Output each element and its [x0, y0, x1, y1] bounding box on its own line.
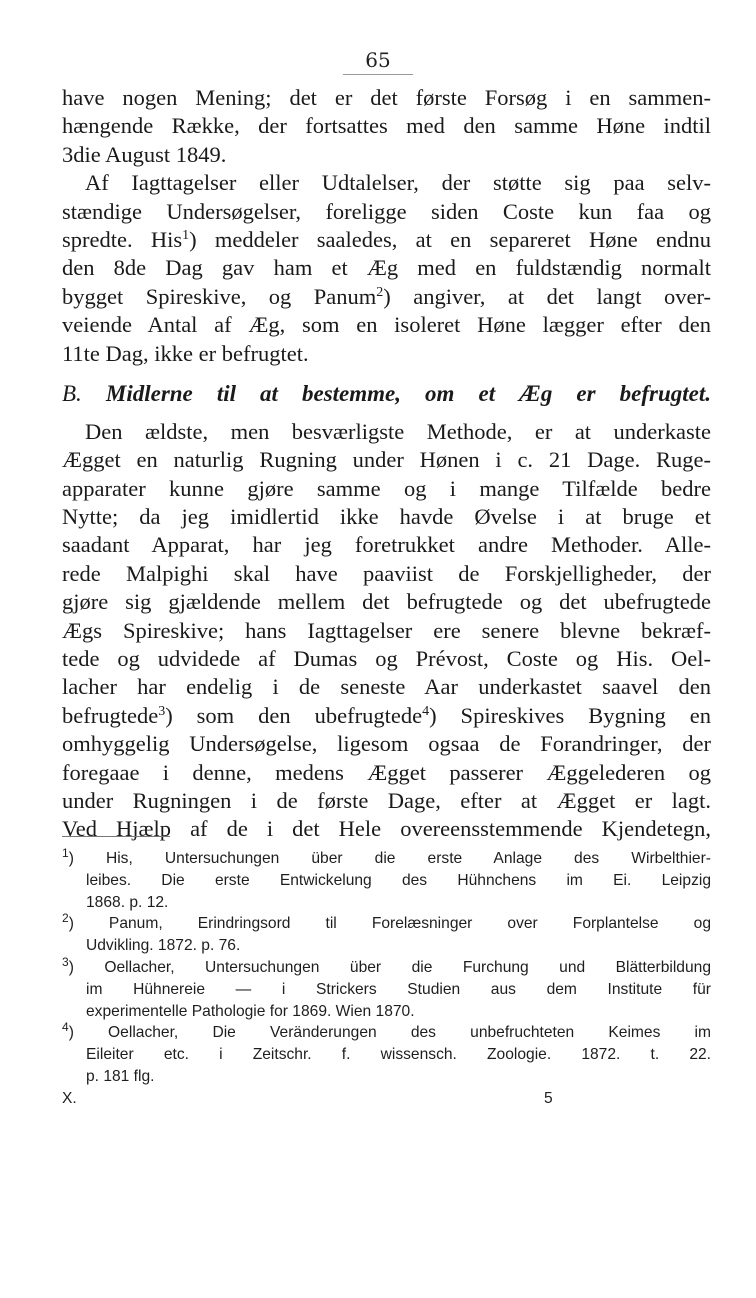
footnote-mark: 4 — [62, 1020, 69, 1035]
text-line: foregaae i denne, medens Ægget passerer Æggelederen og — [62, 759, 711, 785]
footnote-mark: 2 — [62, 911, 69, 926]
text-line: Ved Hjælp af de i det Hele overeensstemmende Kjendetegn, — [62, 816, 711, 842]
text-line: veiende Antal af Æg, som en isoleret Høne lægger efter den — [62, 312, 711, 338]
text-line: den 8de Dag gav ham et Æg med en fuldstændig normalt — [62, 255, 711, 281]
footnote-ref: 2 — [376, 284, 384, 300]
footnote-2: $^2$) Panum, Erindringsord til Forelæsninger over Forplantelse og Udvikling. 1872. p. 76. — [62, 911, 711, 955]
footnote-ref: 4 — [422, 703, 430, 719]
footnote-3: $^3$) Oellacher, Untersuchungen über die Furchung und Blätterbildung im Hühnereie — i Strickers Studien aus dem Institute für experimentelle Pathologie for 1869. Wien 1870. — [62, 954, 711, 1020]
text-line: Af Iagttagelser eller Udtalelser, der støtte sig paa selv- — [85, 170, 711, 196]
section-title: Midlerne til at bestemme, om et Æg er befrugtet. — [105, 380, 711, 406]
footnote-ref: 1 — [182, 227, 190, 243]
text-line: stændige Undersøgelser, foreligge siden Coste kun faa og — [62, 198, 711, 224]
text-line: have nogen Mening; det er det første Forsøg i en sammen- — [62, 85, 711, 110]
section-letter: B. — [62, 380, 82, 406]
text-line: Ægs Spireskive; hans Iagttagelser ere senere blevne bekræf- — [62, 617, 711, 643]
footnote-4: $^4$) Oellacher, Die Veränderungen des unbefruchteten Keimes im Eileiter etc. i Zeitschr. f. wissensch. Zoologie. 1872. t. 22. p. 181 flg. — [62, 1020, 711, 1085]
text-line: Ægget en naturlig Rugning under Hønen i c. 21 Dage. Ruge- — [62, 447, 711, 473]
text-line: saadant Apparat, har jeg foretrukket andre Methoder. Alle- — [62, 532, 711, 558]
text-line: spredte. His$^1$) meddeler saaledes, at en separeret Høne endnu — [62, 226, 711, 252]
section-heading — [62, 380, 711, 416]
text-line: under Rugningen i de første Dage, efter at Ægget er lagt. — [62, 787, 711, 813]
signature-line — [62, 1088, 711, 1110]
footnote-1: $^1$) His, Untersuchungen über die erste Anlage des Wirbelthier- leibes. Die erste Entwickelung des Hühnchens im Ei. Leipzig 1868. p. 12. — [62, 846, 711, 911]
body-text — [62, 84, 711, 844]
text-line: 3die August 1849. — [62, 141, 227, 167]
footnote-divider — [62, 836, 170, 837]
text-line: bygget Spireskive, og Panum$^2$) angiver, at det langt over- — [62, 283, 711, 309]
signature-sheet: 5 — [544, 1089, 553, 1107]
text-line: lacher har endelig i de seneste Aar underkastet saavel den — [62, 674, 711, 700]
footnotes — [62, 848, 711, 1110]
page-number: 65 — [0, 48, 756, 72]
text-line: tede og udvidede af Dumas og Prévost, Coste og His. Oel- — [62, 646, 711, 672]
text-line: befrugtede$^3$) som den ubefrugtede$^4$) Spireskives Bygning en — [62, 702, 711, 728]
signature-volume: X. — [62, 1089, 77, 1107]
text-line: Nytte; da jeg imidlertid ikke havde Øvelse i at bruge et — [62, 504, 711, 530]
footnote-ref: 3 — [158, 703, 166, 719]
footnote-mark: 3 — [62, 954, 69, 969]
text-line: omhyggelig Undersøgelse, ligesom ogsaa de Forandringer, der — [62, 731, 711, 757]
text-line: Den ældste, men besværligste Methode, er at underkaste — [85, 418, 711, 444]
text-line: gjøre sig gjældende mellem det befrugtede og det ubefrugtede — [62, 589, 711, 615]
text-line: apparater kunne gjøre samme og i mange Tilfælde bedre — [62, 475, 711, 501]
text-line: rede Malpighi skal have paaviist de Forskjelligheder, der — [62, 560, 711, 586]
text-line: hængende Række, der fortsattes med den samme Høne indtil — [62, 113, 711, 139]
text-line: 11te Dag, ikke er befrugtet. — [62, 340, 309, 366]
footnote-mark: 1 — [62, 846, 69, 860]
